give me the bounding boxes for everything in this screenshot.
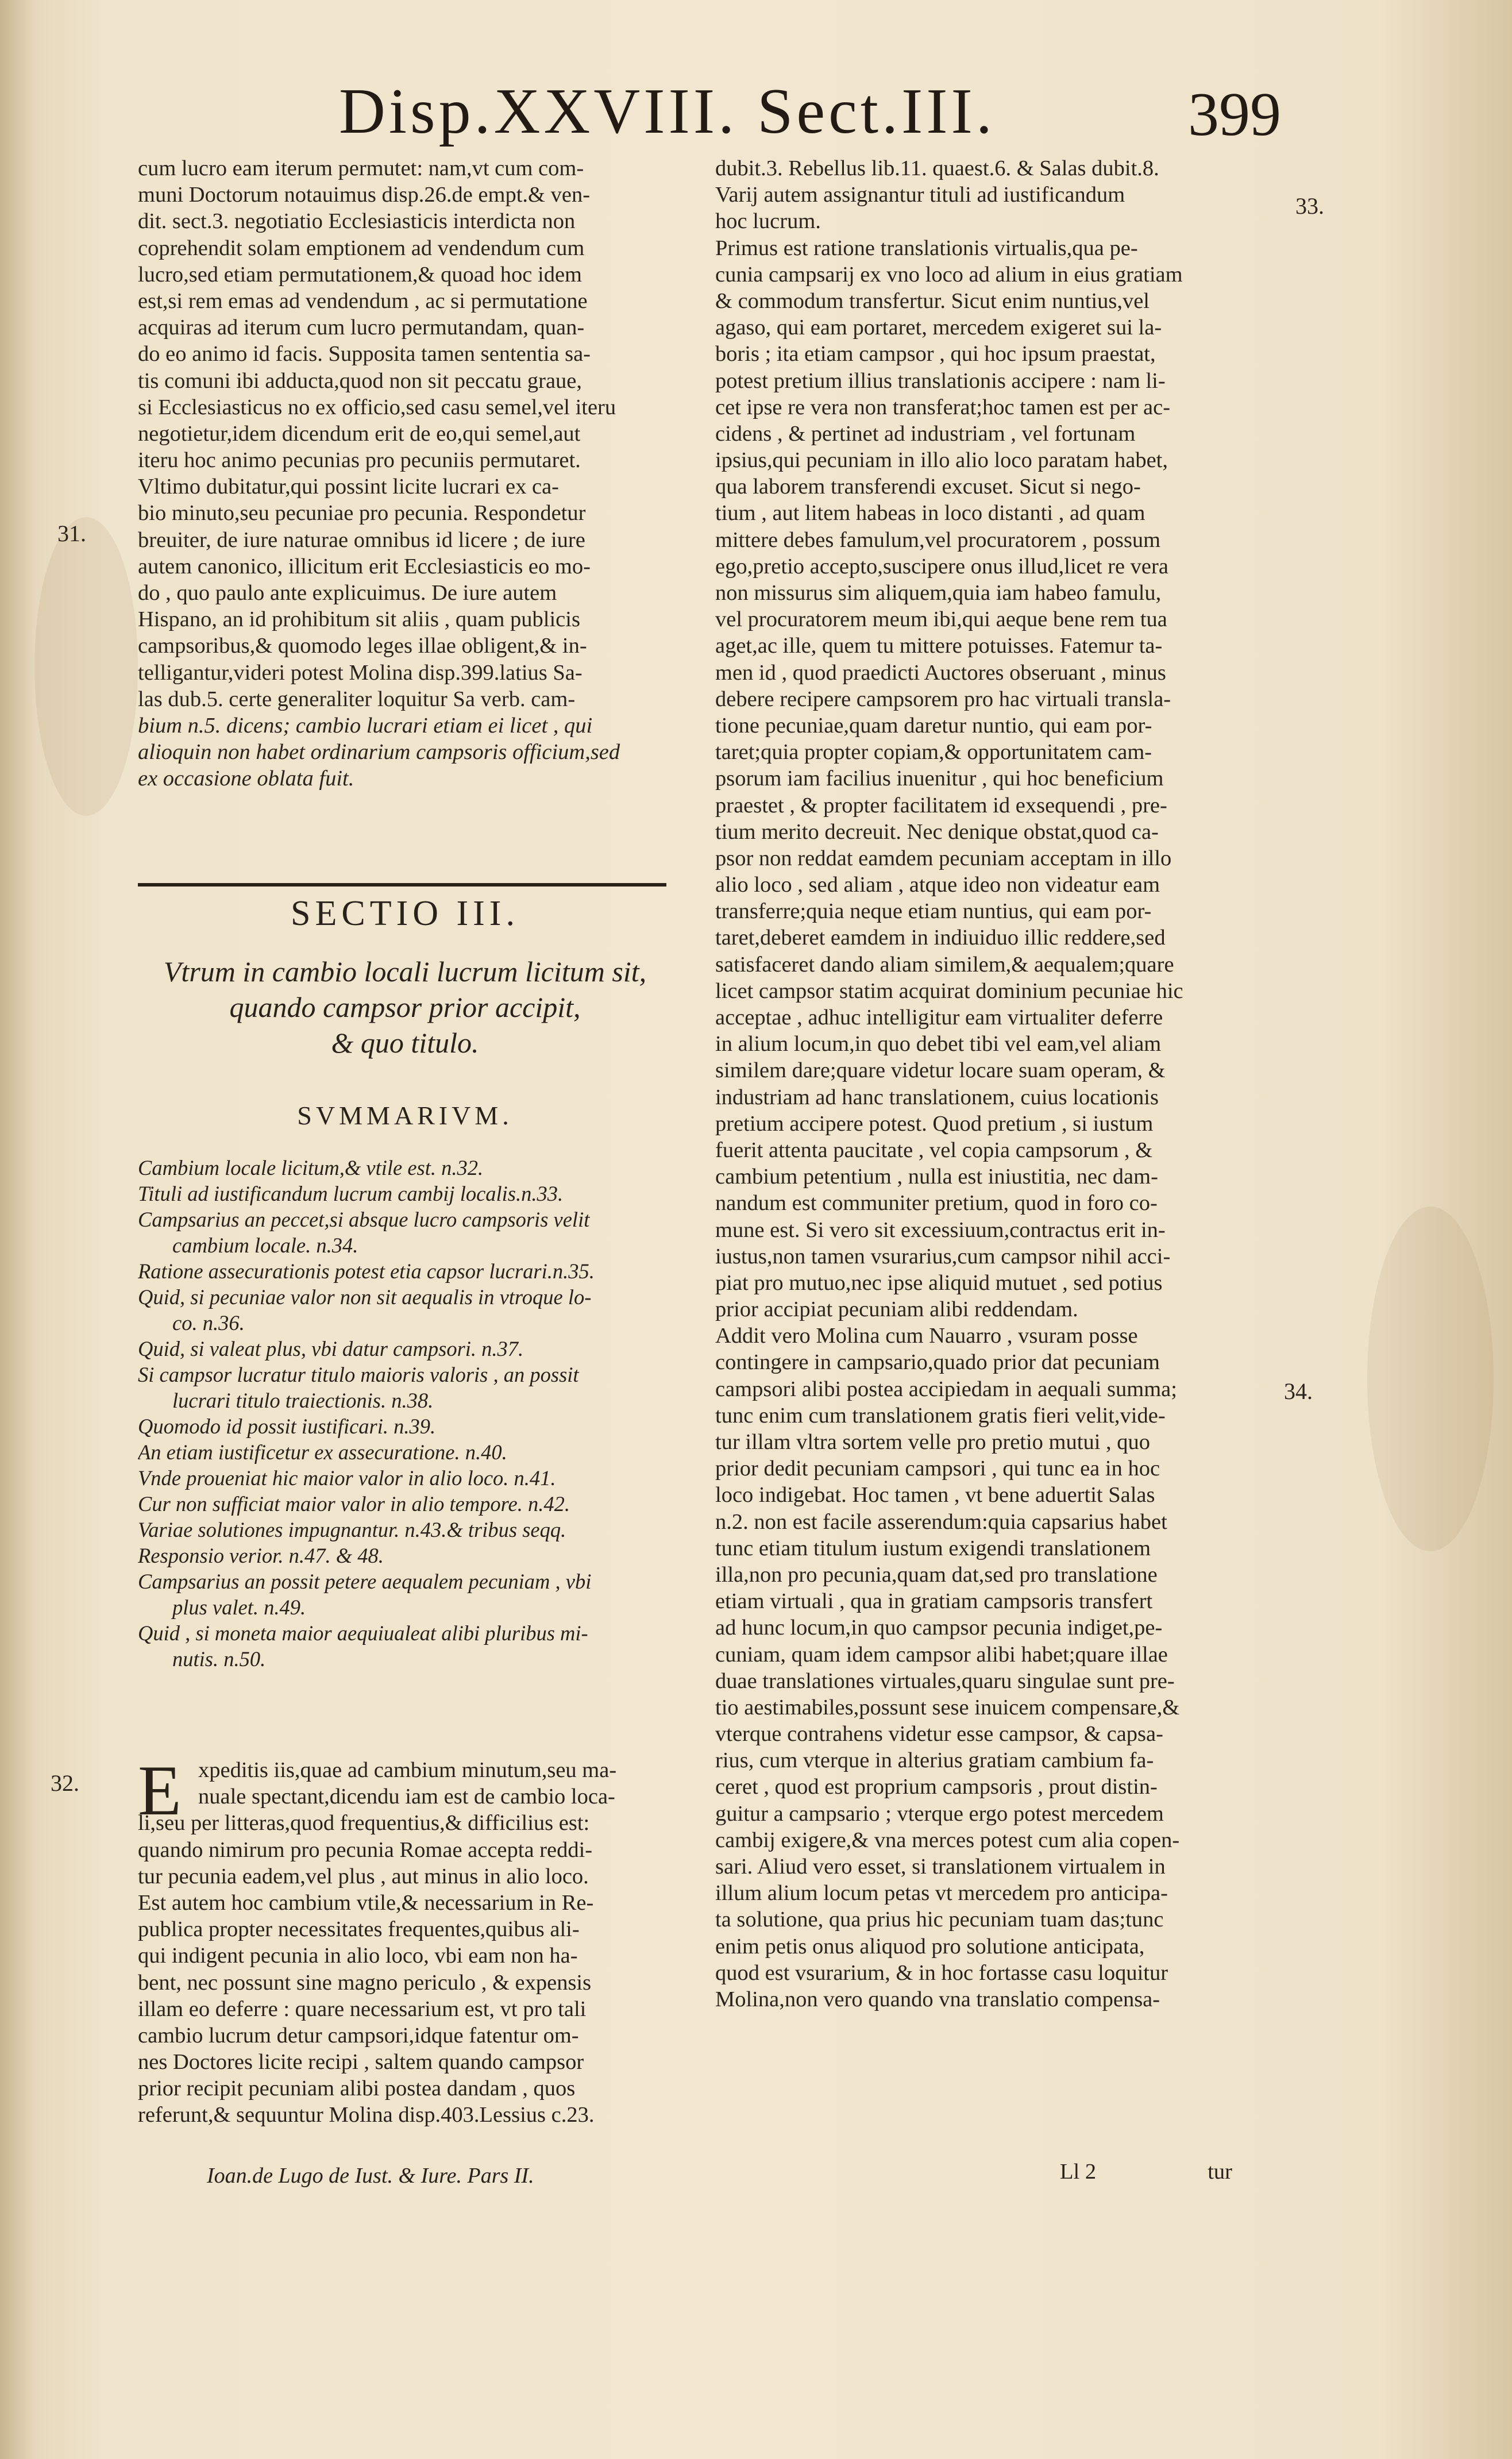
text-line: tur illam vltra sortem velle pro pretio mutui , quo xyxy=(715,1430,1151,1454)
text-line: Addit vero Molina cum Nauarro , vsuram posse xyxy=(715,1324,1138,1348)
text-line: tunc enim cum translationem gratis fieri velit,vide- xyxy=(715,1403,1166,1428)
summary-line: plus valet. n.49. xyxy=(172,1595,306,1619)
text-line: tium , aut litem habeas in loco distanti , ad quam xyxy=(715,501,1145,526)
summary-line: Variae solutiones impugnantur. n.43.& tribus seqq. xyxy=(138,1518,566,1541)
text-line: in alium locum,in quo debet tibi vel eam,vel aliam xyxy=(715,1032,1162,1057)
text-line: contingere in campsario,quado prior dat pecuniam xyxy=(715,1350,1160,1375)
text-line: cidens , & pertinet ad industriam , vel fortunam xyxy=(715,421,1136,446)
text-line: licet campsor statim acquirat dominium pecuniae hic xyxy=(715,978,1183,1003)
text-line: cunia campsarij ex vno loco ad alium in eius gratiam xyxy=(715,262,1183,287)
summary-line: An etiam iustificetur ex assecuratione. n.40. xyxy=(138,1440,507,1464)
text-line: tio aestimabiles,possunt sese inuicem compensare,& xyxy=(715,1695,1180,1720)
summary-list xyxy=(138,1155,672,1672)
text-line: cambio lucrum detur campsori,idque fatentur om- xyxy=(138,2023,579,2048)
text-line: nandum est communiter pretium, quod in foro co- xyxy=(715,1191,1158,1216)
text-line: iteru hoc animo pecunias pro pecuniis permutaret. xyxy=(138,448,581,473)
summary-line: Tituli ad iustificandum lucrum cambij localis.n.33. xyxy=(138,1182,564,1205)
text-line: potest pretium illius translationis accipere : nam li- xyxy=(715,368,1166,393)
text-line: transferre;quia neque etiam nuntius, qui eam por- xyxy=(715,899,1152,924)
summary-line: Campsarius an possit petere aequalem pecuniam , vbi xyxy=(138,1570,592,1593)
text-line: qui indigent pecunia in alio loco, vbi eam non ha- xyxy=(138,1944,578,1968)
text-line: las dub.5. certe generaliter loquitur Sa verb. cam- xyxy=(138,687,576,711)
text-line: alio loco , sed aliam , atque ideo non videatur eam xyxy=(715,873,1160,897)
text-line: Vltimo dubitatur,qui possint licite lucrari ex ca- xyxy=(138,475,559,499)
text-line: tur pecunia eadem,vel plus , aut minus in alio loco. xyxy=(138,1864,589,1888)
text-line: autem canonico, illicitum erit Ecclesiasticis eo mo- xyxy=(138,554,591,579)
text-line: ex occasione oblata fuit. xyxy=(138,766,354,791)
text-line: illa,non pro pecunia,quam dat,sed pro translatione xyxy=(715,1562,1158,1587)
text-line: duae translationes virtuales,quaru singulae sunt pre- xyxy=(715,1668,1175,1693)
running-header xyxy=(339,75,1281,149)
text-line: agaso, qui eam portaret, mercedem exigeret sui la- xyxy=(715,315,1162,340)
section-heading: SECTIO III. xyxy=(291,894,519,933)
text-line: breuiter, de iure naturae omnibus id licere ; de iure xyxy=(138,527,585,552)
text-line: telligantur,videri potest Molina disp.399.latius Sa- xyxy=(138,660,583,685)
summary-line: Ratione assecurationis potest etia capsor lucrari.n.35. xyxy=(138,1259,595,1283)
text-line: est,si rem emas ad vendendum , ac si permutatione xyxy=(138,288,588,313)
text-line: cambium petentium , nulla est iniustitia, nec dam- xyxy=(715,1165,1158,1189)
section-title xyxy=(138,954,672,1061)
text-line: men id , quod praedicti Auctores obseruant , minus xyxy=(715,660,1166,685)
text-line: Primus est ratione translationis virtualis,qua pe- xyxy=(715,236,1138,260)
summary-line: Responsio verior. n.47. & 48. xyxy=(138,1544,384,1567)
text-line: prior recipit pecuniam alibi postea dandam , quos xyxy=(138,2076,576,2101)
text-line: piat pro mutuo,nec ipse aliquid mutuet , sed potius xyxy=(715,1270,1163,1295)
text-line: taret,deberet eamdem in indiuiduo illic reddere,sed xyxy=(715,926,1166,950)
text-line: si Ecclesiasticus no ex officio,sed casu semel,vel iteru xyxy=(138,395,616,419)
text-line: li,seu per litteras,quod frequentius,& difficilius est: xyxy=(138,1811,590,1836)
text-line: Hispano, an id prohibitum sit aliis , quam publicis xyxy=(138,607,580,632)
text-line: ad hunc locum,in quo campsor pecunia indiget,pe- xyxy=(715,1616,1163,1640)
section-body-text xyxy=(138,1751,672,2129)
margin-number: 32. xyxy=(51,1770,79,1796)
text-line: quod est vsurarium, & in hoc fortasse casu loquitur xyxy=(715,1960,1168,1985)
text-line: sari. Aliud vero esset, si translationem virtualem in xyxy=(715,1855,1166,1879)
text-line: similem dare;quare videtur locare suam operam, & xyxy=(715,1058,1166,1083)
summary-line: cambium locale. n.34. xyxy=(172,1234,358,1257)
section-rule xyxy=(138,883,666,887)
summary-line: co. n.36. xyxy=(172,1311,245,1335)
text-line: ceret , quod est proprium campsoris , prout distin- xyxy=(715,1775,1158,1799)
text-line: publica propter necessitates frequentes,quibus ali- xyxy=(138,1917,580,1942)
summary-line: Quid, si pecuniae valor non sit aequalis in vtroque lo- xyxy=(138,1285,592,1309)
paper-stain xyxy=(34,517,138,816)
text-line: acquiras ad iterum cum lucro permutandam, quan- xyxy=(138,315,585,340)
text-line: mittere debes famulum,vel procuratorem , possum xyxy=(715,527,1161,552)
text-line: satisfaceret dando aliam similem,& aequalem;quare xyxy=(715,952,1174,977)
text-line: psor non reddat eamdem pecuniam acceptam in illo xyxy=(715,846,1172,870)
text-line: taret;quia propter copiam,& opportunitatem cam- xyxy=(715,740,1152,765)
text-line: do eo animo id facis. Supposita tamen sententia sa- xyxy=(138,342,591,367)
text-line: loco indigebat. Hoc tamen , vt bene aduertit Salas xyxy=(715,1483,1155,1508)
text-line: ego,pretio accepto,suscipere onus illud,licet re vera xyxy=(715,554,1168,579)
text-line: muni Doctorum notauimus disp.26.de empt.& ven- xyxy=(138,183,591,207)
text-line: tione pecuniae,quam daretur nuntio, qui eam por- xyxy=(715,713,1152,738)
summary-line: Quid , si moneta maior aequiualeat alibi pluribus mi- xyxy=(138,1621,588,1645)
summary-line: lucrari titulo traiectionis. n.38. xyxy=(172,1389,434,1412)
text-line: Molina,non vero quando vna translatio compensa- xyxy=(715,1987,1160,2011)
text-line: cambij exigere,& vna merces potest cum alia copen- xyxy=(715,1828,1180,1852)
summary-line: Campsarius an peccet,si absque lucro campsoris velit xyxy=(138,1208,590,1231)
text-line: mune est. Si vero sit excessiuum,contractus erit in- xyxy=(715,1217,1166,1242)
text-line: hoc lucrum. xyxy=(715,209,821,234)
text-line: bio minuto,seu pecuniae pro pecunia. Respondetur xyxy=(138,501,586,526)
text-line: dit. sect.3. negotiatio Ecclesiasticis interdicta non xyxy=(138,209,576,234)
text-line: do , quo paulo ante explicuimus. De iure autem xyxy=(138,581,557,605)
text-line: dubit.3. Rebellus lib.11. quaest.6. & Salas dubit.8. xyxy=(715,156,1159,180)
text-line: prior dedit pecuniam campsori , qui tunc ea in hoc xyxy=(715,1456,1160,1481)
text-line: fuerit attenta paucitate , vel copia campsorum , & xyxy=(715,1138,1153,1162)
text-line: Varij autem assignantur tituli ad iustificandum xyxy=(715,183,1125,207)
text-line: tis comuni ibi adducta,quod non sit peccatu graue, xyxy=(138,368,583,393)
section-title-line: quando campsor prior accipit, xyxy=(229,991,581,1023)
text-line: iustus,non tamen vsurarius,cum campsor nihil acci- xyxy=(715,1244,1171,1269)
text-line: debere recipere campsorem pro hac virtuali transla- xyxy=(715,687,1171,711)
text-line: acceptae , adhuc intelligitur eam virtualiter deferre xyxy=(715,1005,1163,1030)
section-title-line: & quo titulo. xyxy=(331,1027,479,1059)
text-line: & commodum transfertur. Sicut enim nuntius,vel xyxy=(715,288,1150,313)
summarium-heading: SVMMARIVM. xyxy=(297,1101,513,1130)
text-line: cet ipse re vera non transferat;hoc tamen est per ac- xyxy=(715,395,1171,419)
margin-number: 34. xyxy=(1284,1378,1313,1404)
summary-line: Quomodo id possit iustificari. n.39. xyxy=(138,1414,436,1438)
text-line: nes Doctores licite recipi , saltem quando campsor xyxy=(138,2050,584,2075)
summary-line: Cambium locale licitum,& vtile est. n.32. xyxy=(138,1156,484,1180)
summary-line: nutis. n.50. xyxy=(172,1647,266,1671)
text-line: rius, cum vterque in alterius gratiam cambium fa- xyxy=(715,1748,1154,1773)
text-line: prior accipiat pecuniam alibi reddendam. xyxy=(715,1297,1078,1322)
text-line: xpeditis iis,quae ad cambium minutum,seu ma- xyxy=(198,1758,617,1782)
page-number: 399 xyxy=(1188,80,1281,149)
text-line: campsori alibi postea accipiedam in aequali summa; xyxy=(715,1377,1177,1401)
text-line: pretium accipere potest. Quod pretium , si iustum xyxy=(715,1111,1154,1136)
text-line: psorum iam facilius inuenitur , qui hoc beneficium xyxy=(715,766,1164,791)
text-line: campsoribus,& quomodo leges illae obligent,& in- xyxy=(138,634,587,658)
running-title: Disp.XXVIII. Sect.III. xyxy=(339,76,996,147)
margin-number: 33. xyxy=(1295,193,1324,219)
margin-number: 31. xyxy=(57,521,86,546)
text-line: cum lucro eam iterum permutet: nam,vt cum com- xyxy=(138,156,584,180)
text-line: illum alium locum petas vt mercedem pro anticipa- xyxy=(715,1881,1168,1906)
summary-line: Si campsor lucratur titulo maioris valoris , an possit xyxy=(138,1363,579,1386)
text-line: referunt,& sequuntur Molina disp.403.Lessius c.23. xyxy=(138,2103,595,2127)
text-line: non missurus sim aliquem,quia iam habeo famulu, xyxy=(715,581,1162,605)
paper-stain xyxy=(1367,1207,1494,1551)
text-line: vterque contrahens videtur esse campsor, & capsa- xyxy=(715,1722,1163,1747)
text-line: ipsius,qui pecuniam in illo alio loco paratam habet, xyxy=(715,448,1168,473)
text-line: alioquin non habet ordinarium campsoris officium,sed xyxy=(138,740,620,765)
text-line: coprehendit solam emptionem ad vendendum cum xyxy=(138,236,585,260)
text-line: guitur a campsario ; vterque ergo potest mercedem xyxy=(715,1801,1164,1826)
catchword: tur xyxy=(1208,2160,1232,2184)
printer-footer: Ioan.de Lugo de Iust. & Iure. Pars II. xyxy=(207,2164,534,2188)
text-line: n.2. non est facile asserendum:quia capsarius habet xyxy=(715,1509,1167,1534)
text-line: bium n.5. dicens; cambio lucrari etiam ei licet , qui xyxy=(138,713,593,738)
text-line: quando nimirum pro pecunia Romae accepta reddi- xyxy=(138,1837,593,1862)
summary-line: Vnde proueniat hic maior valor in alio loco. n.41. xyxy=(138,1466,556,1490)
summary-line: Cur non sufficiat maior valor in alio tempore. n.42. xyxy=(138,1492,570,1516)
text-line: ta solutione, qua prius hic pecuniam tuam das;tunc xyxy=(715,1907,1164,1932)
text-line: Est autem hoc cambium vtile,& necessarium in Re- xyxy=(138,1890,594,1915)
text-line: lucro,sed etiam permutationem,& quoad hoc idem xyxy=(138,262,582,287)
left-column-text xyxy=(138,155,672,792)
text-line: tunc etiam titulum iustum exigendi translationem xyxy=(715,1536,1151,1560)
signature-mark: Ll 2 xyxy=(1060,2160,1097,2184)
right-column-text xyxy=(715,155,1232,2013)
summary-line: Quid, si valeat plus, vbi datur campsori. n.37. xyxy=(138,1337,524,1360)
text-line: enim petis onus aliquod pro solutione anticipata, xyxy=(715,1934,1145,1959)
text-line: negotietur,idem dicendum erit de eo,qui semel,aut xyxy=(138,421,581,446)
text-line: boris ; ita etiam campsor , qui hoc ipsum praestat, xyxy=(715,342,1156,367)
text-line: etiam virtuali , qua in gratiam campsoris transfert xyxy=(715,1589,1153,1614)
text-line: praestet , & propter facilitatem id exsequendi , pre- xyxy=(715,793,1167,818)
text-line: nuale spectant,dicendu iam est de cambio loca- xyxy=(198,1784,615,1809)
text-line: aget,ac ille, quem tu mittere potuisses. Fatemur ta- xyxy=(715,634,1163,658)
text-line: cuniam, quam idem campsor alibi habet;quare illae xyxy=(715,1642,1168,1667)
text-line: illam eo deferre : quare necessarium est, vt pro tali xyxy=(138,1997,587,2021)
text-line: tium merito decreuit. Nec denique obstat,quod ca- xyxy=(715,819,1159,844)
text-line: qua laborem transferendi excuset. Sicut si nego- xyxy=(715,475,1141,499)
section-title-line: Vtrum in cambio locali lucrum licitum sit, xyxy=(163,955,647,988)
text-line: industriam ad hanc translationem, cuius locationis xyxy=(715,1085,1159,1109)
text-line: vel procuratorem meum ibi,qui aeque bene rem tua xyxy=(715,607,1167,632)
drop-cap: E xyxy=(138,1751,182,1830)
text-line: bent, nec possunt sine magno periculo , & expensis xyxy=(138,1970,592,1995)
